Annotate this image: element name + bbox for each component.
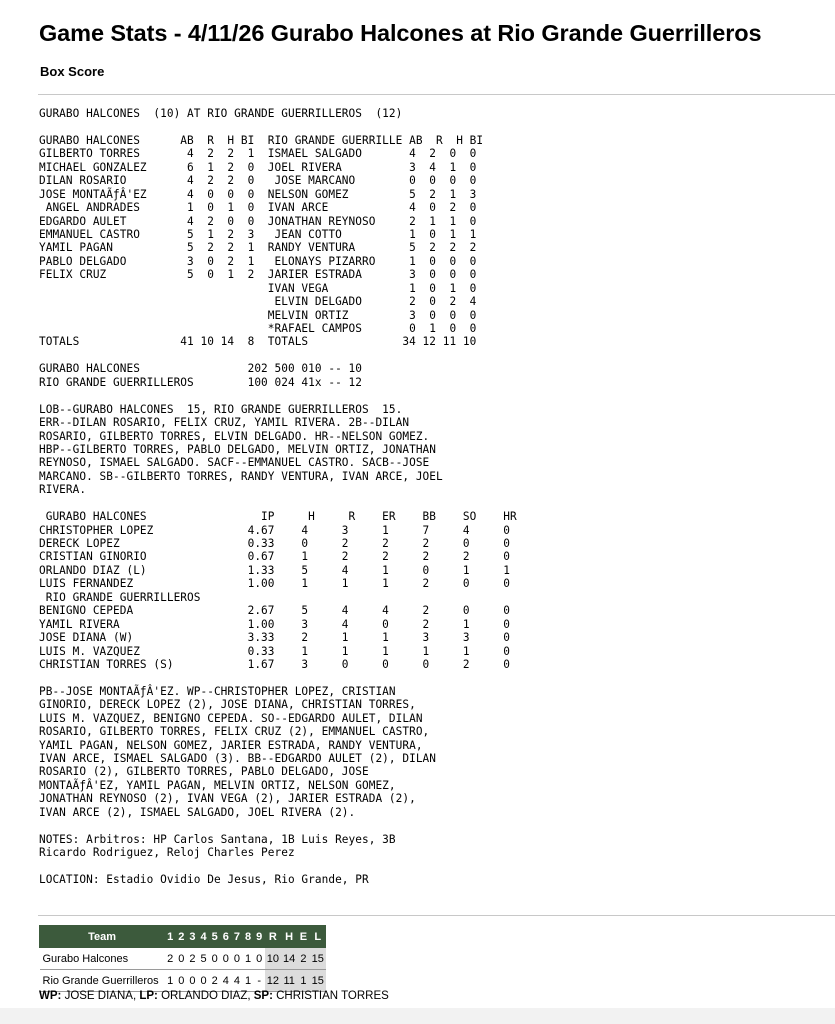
- inning-score: 0: [231, 948, 242, 970]
- linescore-header-errors: E: [297, 926, 309, 948]
- footer-band: [0, 1008, 835, 1024]
- team-name: Gurabo Halcones: [40, 948, 165, 970]
- total-errors: 1: [297, 970, 309, 992]
- inning-score: 2: [165, 948, 176, 970]
- losing-pitcher: ORLANDO DIAZ,: [161, 990, 251, 1002]
- inning-score: 0: [187, 970, 198, 992]
- total-hits: 14: [281, 948, 297, 970]
- inning-score: 1: [243, 970, 254, 992]
- total-runs: 12: [265, 970, 281, 992]
- linescore-row-away: [40, 948, 326, 970]
- linescore-header-inning: 8: [243, 926, 254, 948]
- page-subtitle: Box Score: [40, 64, 105, 79]
- inning-score: 0: [220, 948, 231, 970]
- box-score-text: GURABO HALCONES (10) AT RIO GRANDE GUERRILLEROS (12) GURABO HALCONES AB R H BI RIO GRANDE GUERRILLE AB R H BI GILBERTO TORRES 4 2 2 1 ISMAEL SALGADO 4 2 0 0 MICHAEL GONZALEZ 6 1 2 0 JOEL RIVERA 3 4 1 0 DILAN ROSARIO 4 2 2 0 JOSE MARCANO 0 0 0 0 JOSE MONTAÃƒÂ'EZ 4 0 0 0 NELSON GOMEZ 5 2 1 3 ANGEL ANDRADES 1 0 1 0 IVAN ARCE 4 0 2 0 EDGARDO AULET 4 2 0 0 JONATHAN REYNOSO 2 1 1 0 EMMANUEL CASTRO 5 1 2 3 JEAN COTTO 1 0 1 1 YAMIL PAGAN 5 2 2 1 RANDY VENTURA 5 2 2 2 PABLO DELGADO 3 0 2 1 ELONAYS PIZARRO 1 0 0 0 FELIX CRUZ 5 0 1 2 JARIER ESTRADA 3 0 0 0 IVAN VEGA 1 0 1 0 ELVIN DELGADO 2 0 2 4 MELVIN ORTIZ 3 0 0 0 *RAFAEL CAMPOS 0 1 0 0 TOTALS 41 10 14 8 TOTALS 34 12 11 10 GURABO HALCONES 202 500 010 -- 10 RIO GRANDE GUERRILLEROS 100 024 41x -- 12 LOB--GURABO HALCONES 15, RIO GRANDE GUERRILLEROS 15. ERR--DILAN ROSARIO, FELIX CRUZ, YAMIL RIVERA. 2B--DILAN ROSARIO, GILBERTO TORRES, ELVIN DELGADO. HR--NELSON GOMEZ. HBP--GILBERTO TORRES, PABLO DELGADO, MELVIN ORTIZ, JONATHAN REYNOSO, ISMAEL SALGADO. SACF--EMMANUEL CASTRO. SACB--JOSE MARCANO. SB--GILBERTO TORRES, RANDY VENTURA, IVAN ARCE, JOEL RIVERA. GURABO HALCONES IP H R ER BB SO HR CHRISTOPHER LOPEZ 4.67 4 3 1 7 4 0 DERECK LOPEZ 0.33 0 2 2 2 0 0 CRISTIAN GINORIO 0.67 1 2 2 2 2 0 ORLANDO DIAZ (L) 1.33 5 4 1 0 1 1 LUIS FERNANDEZ 1.00 1 1 1 2 0 0 RIO GRANDE GUERRILLEROS BENIGNO CEPEDA 2.67 5 4 4 2 0 0 YAMIL RIVERA 1.00 3 4 0 2 1 0 JOSE DIANA (W) 3.33 2 1 1 3 3 0 LUIS M. VAZQUEZ 0.33 1 1 1 1 1 0 CHRISTIAN TORRES (S) 1.67 3 0 0 0 2 0 PB--JOSE MONTAÃƒÂ'EZ. WP--CHRISTOPHER LOPEZ, CRISTIAN GINORIO, DERECK LOPEZ (2), JOSE DIANA, CHRISTIAN TORRES, LUIS M. VAZQUEZ, BENIGNO CEPEDA. SO--EDGARDO AULET, DILAN ROSARIO, GILBERTO TORRES, FELIX CRUZ (2), EMMANUEL CASTRO, YAMIL PAGAN, NELSON GOMEZ, JARIER ESTRADA, RANDY VENTURA, IVAN ARCE, ISMAEL SALGADO (3). BB--EDGARDO AULET (2), DILAN ROSARIO (2), GILBERTO TORRES, PABLO DELGADO, JOSE MONTAÃƒÂ'EZ, YAMIL PAGAN, MELVIN ORTIZ, NELSON GOMEZ, JONATHAN REYNOSO (2), IVAN VEGA (2), JARIER ESTRADA (2), IVAN ARCE (2), ISMAEL SALGADO, JOEL RIVERA (2). NOTES: Arbitros: HP Carlos Santana, 1B Luis Reyes, 3B Ricardo Rodriguez, Reloj Charles Perez LOCATION: Estadio Ovidio De Jesus, Rio Grande, PR: [39, 107, 517, 886]
- team-name: Rio Grande Guerrilleros: [40, 970, 165, 992]
- inning-score: 0: [209, 948, 220, 970]
- losing-pitcher-label: LP:: [139, 990, 158, 1002]
- linescore-table: [39, 925, 326, 992]
- inning-score: 1: [165, 970, 176, 992]
- total-lob: 15: [310, 948, 326, 970]
- inning-score: 1: [243, 948, 254, 970]
- linescore-header-inning: 7: [231, 926, 242, 948]
- bottom-divider: [38, 915, 835, 916]
- linescore-header-team: Team: [40, 926, 165, 948]
- linescore-header-inning: 5: [209, 926, 220, 948]
- linescore-header-lob: L: [310, 926, 326, 948]
- linescore-row-home: [40, 970, 326, 992]
- top-divider: [38, 94, 835, 95]
- inning-score: 4: [231, 970, 242, 992]
- save-pitcher-label: SP:: [253, 990, 273, 1002]
- pitching-decisions: [39, 990, 389, 1002]
- linescore-header-runs: R: [265, 926, 281, 948]
- total-hits: 11: [281, 970, 297, 992]
- inning-score: 4: [220, 970, 231, 992]
- total-lob: 15: [310, 970, 326, 992]
- inning-score: 2: [187, 948, 198, 970]
- winning-pitcher: JOSE DIANA,: [64, 990, 137, 1002]
- total-errors: 2: [297, 948, 309, 970]
- inning-score: 2: [209, 970, 220, 992]
- winning-pitcher-label: WP:: [39, 990, 62, 1002]
- inning-score: 0: [198, 970, 209, 992]
- inning-score: 5: [198, 948, 209, 970]
- inning-score: 0: [176, 970, 187, 992]
- linescore-header-row: [40, 926, 326, 948]
- linescore-header-inning: 1: [165, 926, 176, 948]
- inning-score: 0: [176, 948, 187, 970]
- save-pitcher: CHRISTIAN TORRES: [276, 990, 389, 1002]
- inning-score: 0: [254, 948, 265, 970]
- total-runs: 10: [265, 948, 281, 970]
- page-title: Game Stats - 4/11/26 Gurabo Halcones at Rio Grande Guerrilleros: [39, 20, 762, 46]
- linescore-header-inning: 4: [198, 926, 209, 948]
- linescore-header-inning: 9: [254, 926, 265, 948]
- linescore-header-inning: 2: [176, 926, 187, 948]
- linescore-header-inning: 6: [220, 926, 231, 948]
- inning-score: -: [254, 970, 265, 992]
- linescore-header-hits: H: [281, 926, 297, 948]
- linescore-header-inning: 3: [187, 926, 198, 948]
